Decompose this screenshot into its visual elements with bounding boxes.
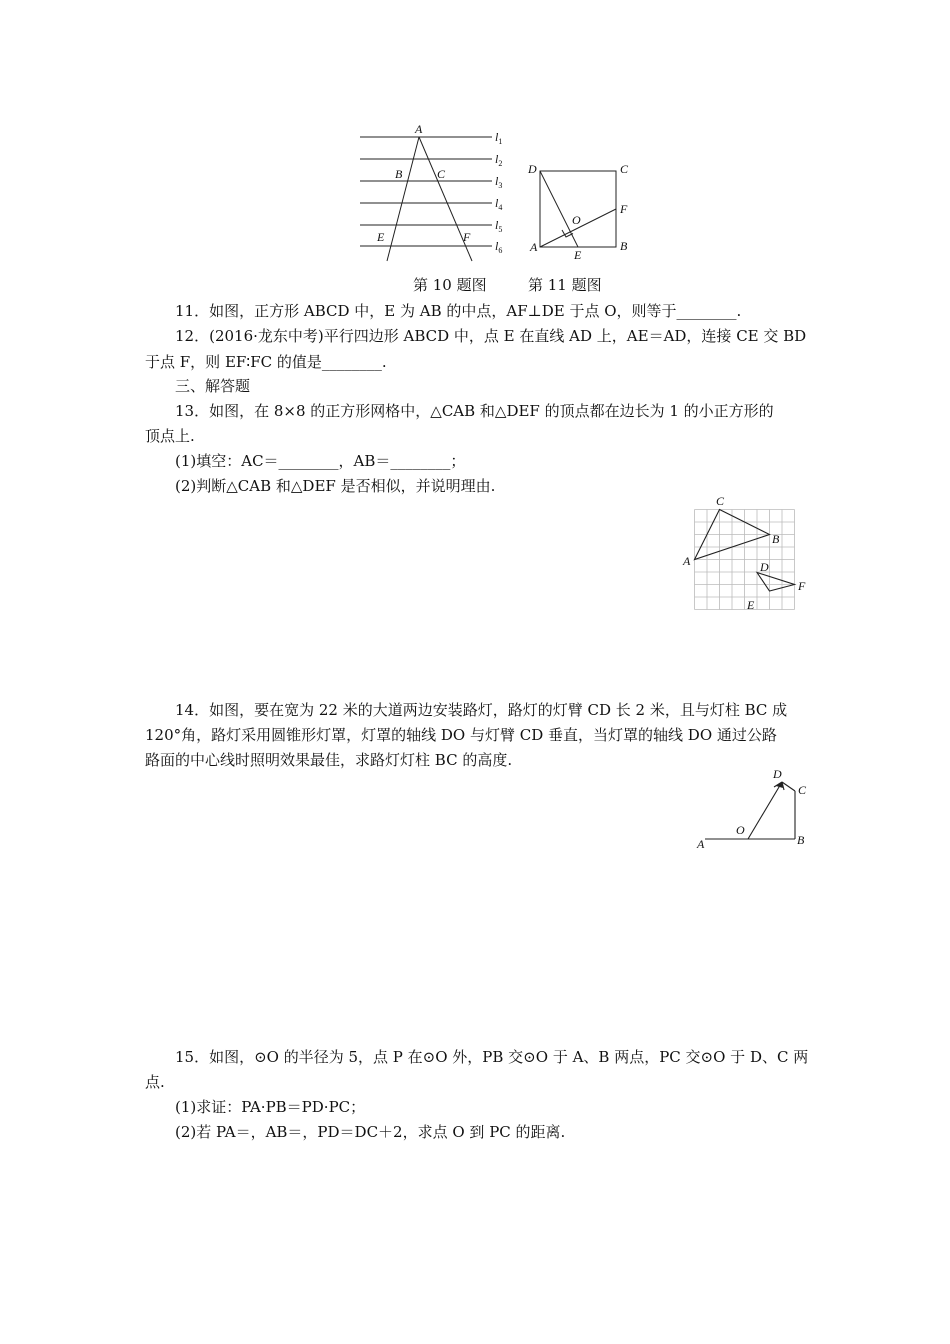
caption-fig10: 第 10 题图 (413, 276, 487, 294)
fig11-label-F: F (620, 202, 628, 216)
q11-text: 11．如图，正方形 ABCD 中，E 为 AB 的中点，AF⊥DE 于点 O，则等于________. (175, 302, 742, 320)
q15-line1: 15．如图，⊙O 的半径为 5，点 P 在⊙O 外，PB 交⊙O 于 A、B 两点，PC 交⊙O 于 D、C 两 (175, 1048, 809, 1066)
q13-line2: 顶点上. (145, 427, 195, 445)
figure-11 (522, 158, 634, 263)
fig13-label-D: D (760, 560, 769, 574)
q15-line2: 点. (145, 1073, 165, 1091)
q15-part2: (2)若 PA＝，AB＝，PD＝DC＋2，求点 O 到 PC 的距离. (175, 1123, 566, 1141)
fig10-l3: l (495, 174, 499, 188)
fig10-sub3: 3 (498, 181, 503, 190)
fig10-l1: l (495, 130, 499, 144)
svg-text:l4 (495, 196, 502, 212)
fig10-label-C: C (437, 167, 446, 181)
q14-line2: 120°角，路灯采用圆锥形灯罩，灯罩的轴线 DO 与灯臂 CD 垂直，当灯罩的轴线 DO 通过公路 (145, 726, 777, 744)
fig10-sub1: 1 (498, 137, 503, 146)
fig10-sub4: 4 (498, 203, 503, 212)
caption-fig11: 第 11 题图 (528, 276, 602, 294)
q14-line1: 14．如图，要在宽为 22 米的大道两边安装路灯，路灯的灯臂 CD 长 2 米，且与灯柱 BC 成 (175, 701, 788, 719)
figure-13-grid (680, 492, 810, 616)
fig14-label-B: B (797, 833, 805, 847)
svg-text:l6 (495, 239, 502, 255)
fig11-label-B: B (620, 239, 628, 253)
fig11-label-D: D (528, 162, 537, 176)
svg-text:l3 (495, 174, 502, 190)
fig10-sub6: 6 (498, 246, 503, 255)
q13-part2: (2)判断△CAB 和△DEF 是否相似，并说明理由. (175, 477, 496, 495)
fig10-label-A: A (415, 122, 423, 136)
q12-line2: 于点 F，则 EF∶FC 的值是________. (145, 353, 387, 371)
fig14-label-D: D (773, 767, 782, 781)
q14-line3: 路面的中心线时照明效果最佳，求路灯灯柱 BC 的高度. (145, 751, 513, 769)
fig10-label-F: F (463, 230, 471, 244)
svg-text:l2 (495, 152, 502, 168)
fig10-l5: l (495, 218, 499, 232)
fig13-label-B: B (772, 532, 780, 546)
q13-part1: (1)填空：AC＝________，AB＝________； (175, 452, 466, 470)
fig10-label-B: B (395, 167, 403, 181)
fig10-l6: l (495, 239, 499, 253)
fig13-label-E: E (747, 598, 755, 612)
fig14-label-C: C (798, 783, 807, 797)
fig10-l4: l (495, 196, 499, 210)
figure-14 (690, 764, 815, 854)
fig13-label-C: C (716, 494, 725, 508)
fig11-label-C: C (620, 162, 629, 176)
fig10-sub2: 2 (498, 159, 503, 168)
fig10-l2: l (495, 152, 499, 166)
fig13-label-F: F (798, 579, 806, 593)
svg-text:l5 (495, 218, 502, 234)
fig10-label-E: E (377, 230, 385, 244)
svg-text:l1 (495, 130, 502, 146)
fig14-label-O: O (736, 823, 745, 837)
fig11-label-O: O (572, 213, 581, 227)
q15-part1: (1)求证：PA·PB＝PD·PC； (175, 1098, 366, 1116)
figure-10 (352, 118, 522, 266)
fig14-label-A: A (697, 837, 705, 851)
section-3-heading: 三、解答题 (175, 377, 251, 395)
q12-line1: 12．(2016·龙东中考)平行四边形 ABCD 中，点 E 在直线 AD 上，AE＝AD，连接 CE 交 BD (175, 327, 807, 345)
fig10-sub5: 5 (498, 225, 503, 234)
fig11-label-E: E (574, 248, 582, 262)
fig11-label-A: A (530, 240, 538, 254)
q13-line1: 13．如图，在 8×8 的正方形网格中，△CAB 和△DEF 的顶点都在边长为 1 的小正方形的 (175, 402, 774, 420)
fig13-label-A: A (683, 554, 691, 568)
